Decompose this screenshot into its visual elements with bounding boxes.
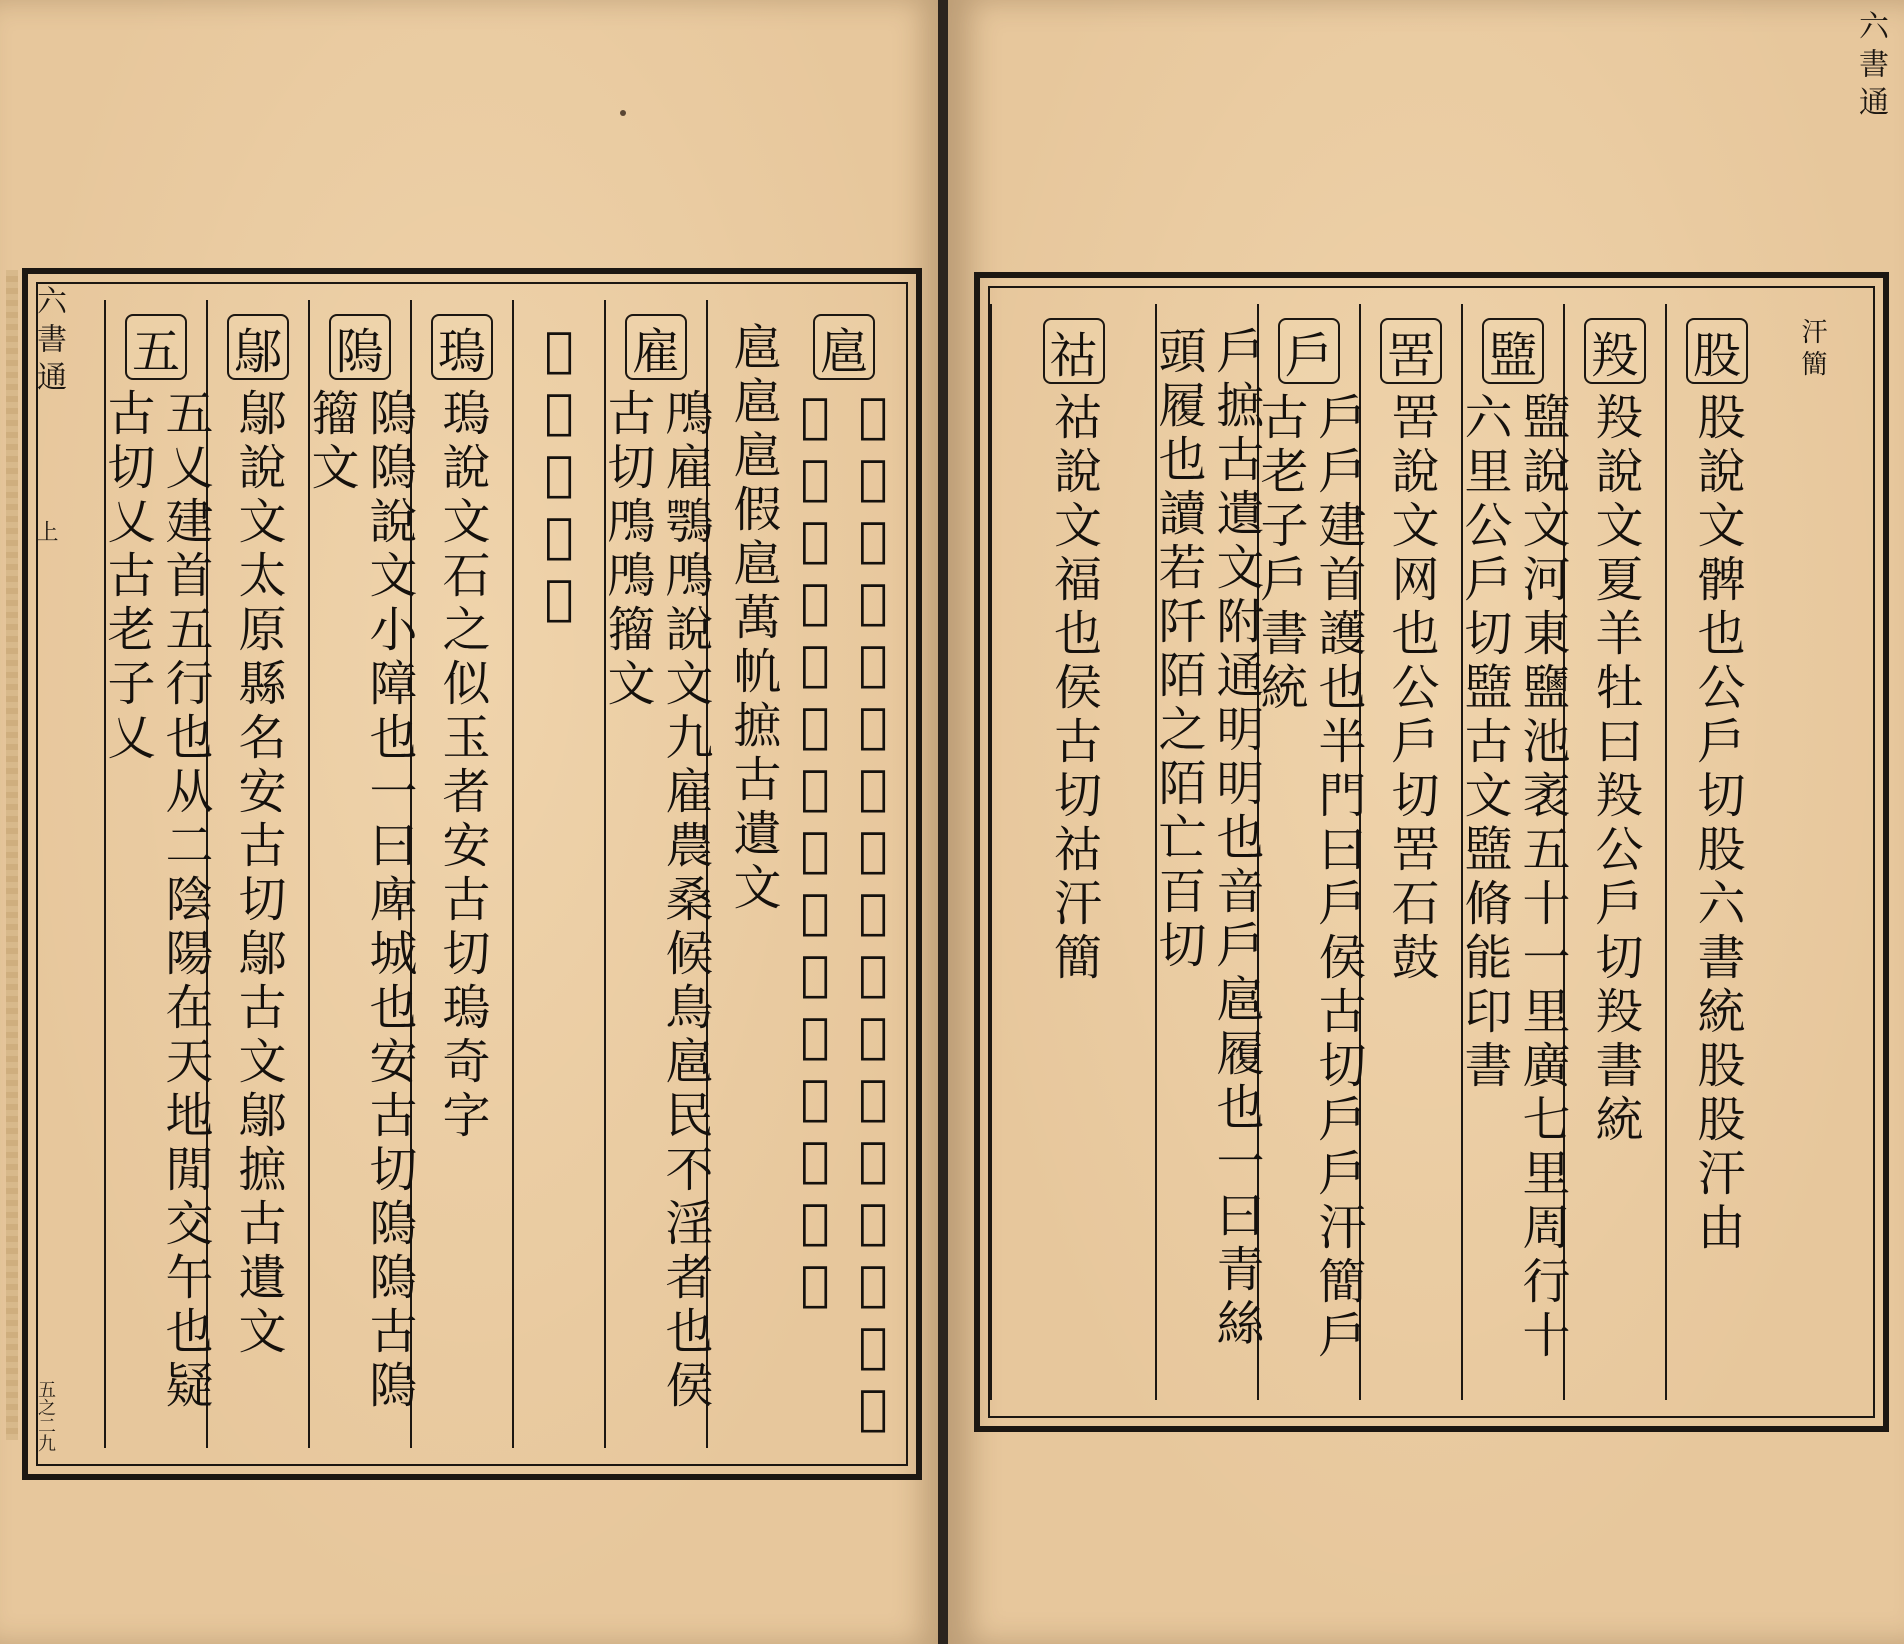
right-col-3-body: 盬說文河東鹽池袤五十一里廣七里周行十六里公戶切盬古文盬脩能印書 (1456, 392, 1570, 1364)
right-col-1 (1665, 304, 1767, 1400)
left-col-5-body: 瑦說文石之似玉者安古切瑦奇字 (434, 388, 490, 1144)
right-margin-title: 六書通 (1853, 10, 1888, 124)
left-col-2 (706, 300, 798, 1448)
right-col-4-body: 罟說文网也公戶切罟石鼓 (1383, 392, 1439, 986)
left-col-8 (99, 300, 213, 1448)
left-page-inner-frame (36, 282, 908, 1466)
right-col-7 (990, 304, 1155, 1400)
left-col-1 (787, 300, 901, 1448)
right-margin-col (1767, 304, 1857, 1400)
left-col-6 (303, 300, 417, 1448)
right-columns (1006, 304, 1857, 1400)
left-col-6-head: 隖 (329, 314, 391, 380)
right-col-3-head: 盬 (1482, 318, 1544, 384)
left-col-5 (410, 300, 512, 1448)
left-col-7-head: 鄔 (227, 314, 289, 380)
left-col-1-head: 扈 (813, 314, 875, 380)
right-col-2 (1563, 304, 1665, 1400)
right-col-1-head: 股 (1686, 318, 1748, 384)
right-margin-tag: 汗簡 (1797, 318, 1827, 382)
left-col-6-body: 隖隖說文小障也一曰庳城也安古切隖隖古隖籀文 (303, 388, 417, 1414)
left-margin-section: 上 (33, 520, 58, 550)
right-col-4-head: 罟 (1380, 318, 1442, 384)
right-col-1-body: 股說文髀也公戶切股六書統股股汗由 (1689, 392, 1745, 1256)
left-col-4-body: 𡵩古文奇字 (531, 322, 587, 632)
left-page-edge (6, 270, 18, 1440)
right-col-4 (1359, 304, 1461, 1400)
left-columns (54, 300, 901, 1448)
right-page-frame (974, 272, 1889, 1432)
left-col-2-body: 扈扈扈假扈萬㠶摭古遺文 (725, 322, 781, 916)
left-page-number: 五之二九 (35, 1380, 56, 1452)
right-col-5 (1252, 304, 1366, 1400)
left-col-7 (206, 300, 308, 1448)
right-page (948, 0, 1904, 1644)
left-col-3-body: 鳲雇鶚鳲說文九雇農桑候鳥扈民不淫者也侯古切鳲鳲籀文 (599, 388, 713, 1414)
right-page-inner-frame (988, 286, 1875, 1418)
left-col-8-body: 五乂建首五行也从二陰陽在天地閒交午也疑古切乂古老子乂 (99, 388, 213, 1414)
left-col-8-head: 五 (125, 314, 187, 380)
right-col-5-head: 戶 (1278, 318, 1340, 384)
right-col-5-body: 戶戶建首護也半門曰戶侯古切戶戶汗簡戶古老子戶書統 (1252, 392, 1366, 1364)
paper-speck (620, 110, 626, 116)
left-margin-title: 六書通 (31, 285, 66, 399)
right-col-6-body: 戶摭古遺文附通明明也音戶扈履也一曰青絲頭履也讀若阡陌之陌亡百切 (1150, 326, 1264, 1352)
right-col-6 (1150, 304, 1264, 1400)
left-col-1-body: 𡵩扈㠶說文夏后同姓所封戰于甘者胡古切〇正韻扈又鳥名通作雇鳲㠶古文 (787, 388, 901, 1442)
left-page (0, 0, 940, 1644)
left-col-4 (512, 300, 604, 1448)
right-col-2-head: 羖 (1584, 318, 1646, 384)
right-col-2-body: 羖說文夏羊牡曰羖公戶切羖書統 (1587, 392, 1643, 1148)
right-col-7-head: 祜 (1043, 318, 1105, 384)
right-col-3 (1456, 304, 1570, 1400)
left-page-frame (22, 268, 922, 1480)
left-col-7-body: 鄔說文太原縣名安古切鄔古文鄔摭古遺文 (230, 388, 286, 1360)
left-col-5-head: 瑦 (431, 314, 493, 380)
left-col-3 (599, 300, 713, 1448)
right-col-7-body: 祜說文福也侯古切祜汗簡 (1045, 392, 1102, 986)
left-col-3-head: 雇 (625, 314, 687, 380)
